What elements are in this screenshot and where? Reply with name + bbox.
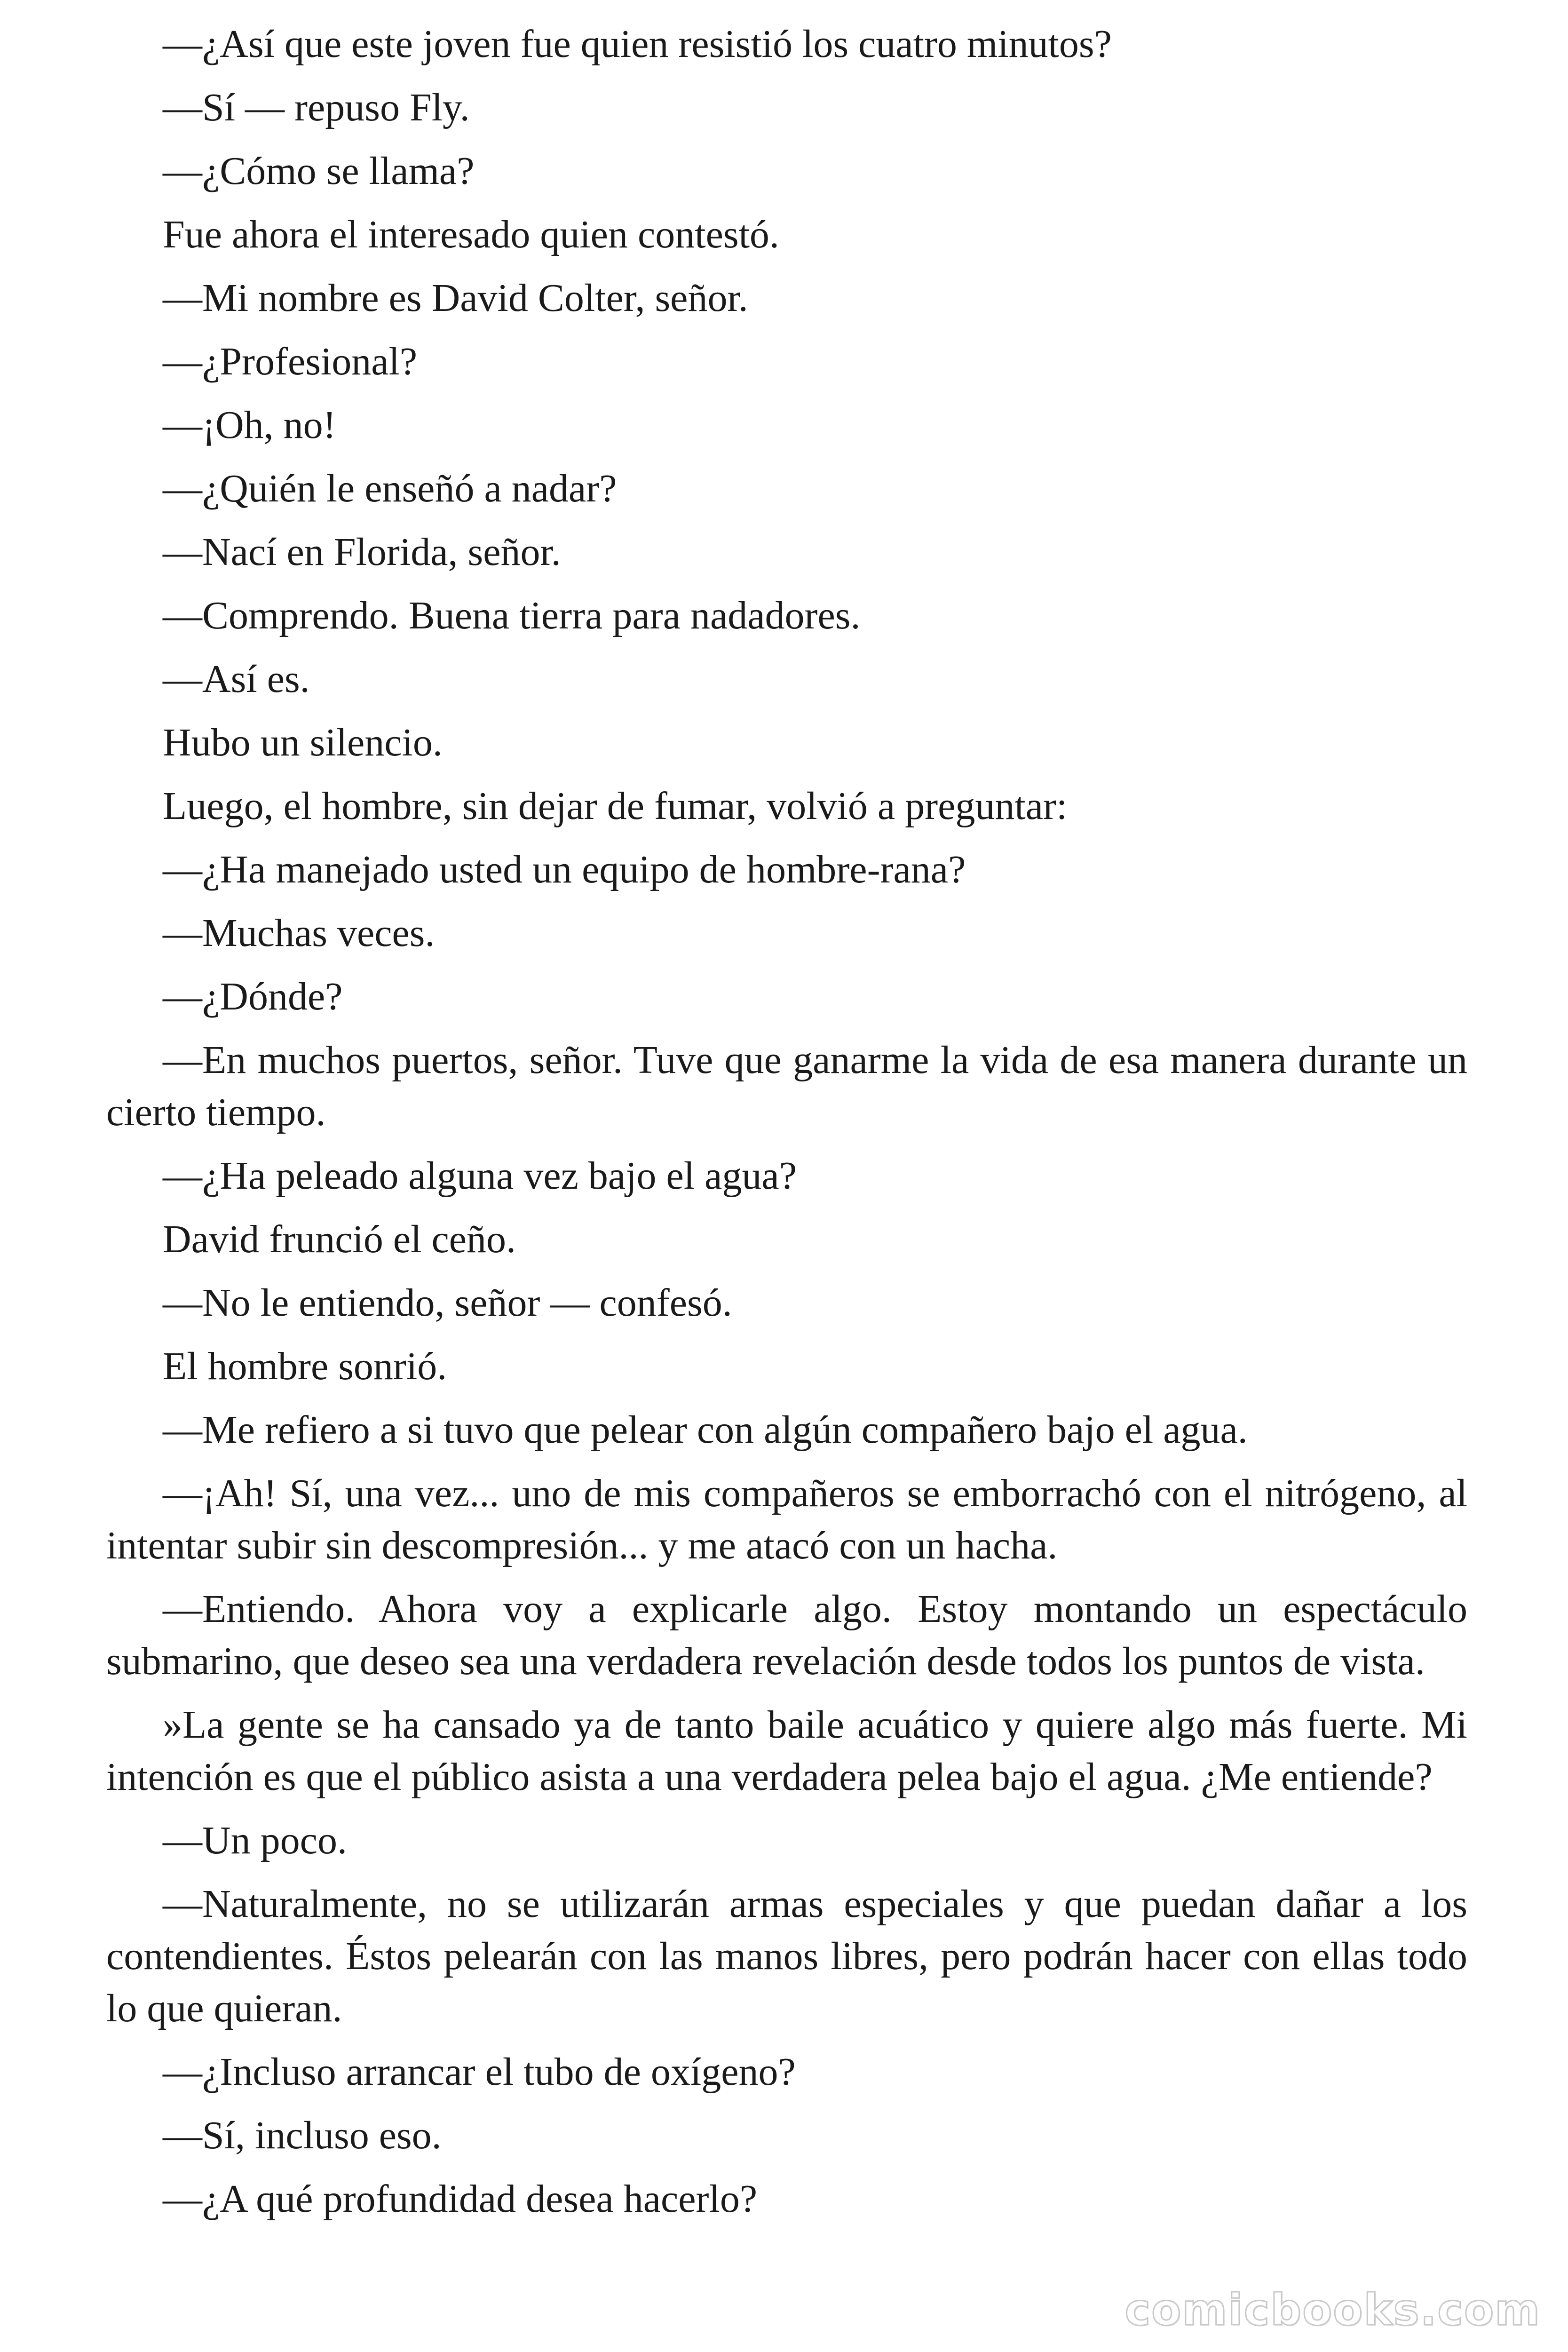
paragraph-14: —¿Ha manejado usted un equipo de hombre-rana? bbox=[163, 848, 966, 891]
paragraph-29: —Sí, incluso eso. bbox=[163, 2114, 442, 2157]
paragraph-1: —¿Así que este joven fue quien resistió los cuatro minutos? bbox=[163, 22, 1112, 66]
paragraph-3: —¿Cómo se llama? bbox=[163, 149, 475, 193]
paragraph-11: —Así es. bbox=[163, 657, 310, 701]
paragraph-22: —Me refiero a si tuvo que pelear con algún compañero bajo el agua. bbox=[163, 1408, 1248, 1452]
paragraph-10: —Comprendo. Buena tierra para nadadores. bbox=[163, 594, 861, 637]
paragraph-28: —¿Incluso arrancar el tubo de oxígeno? bbox=[163, 2050, 796, 2094]
paragraph-27: —Naturalmente, no se utilizarán armas especiales y que puedan dañar a los contendientes. Éstos pelearán con las manos libres, pero podrán hacer con ellas todo lo que quieran. bbox=[106, 1882, 1467, 2030]
paragraph-19: David frunció el ceño. bbox=[163, 1217, 516, 1261]
paragraph-26: —Un poco. bbox=[163, 1819, 347, 1862]
paragraph-2: —Sí — repuso Fly. bbox=[163, 86, 470, 129]
paragraph-15: —Muchas veces. bbox=[163, 911, 435, 955]
paragraph-7: —¡Oh, no! bbox=[163, 403, 336, 447]
paragraph-8: —¿Quién le enseñó a nadar? bbox=[163, 467, 617, 510]
paragraph-13: Luego, el hombre, sin dejar de fumar, volvió a preguntar: bbox=[163, 784, 1068, 828]
paragraph-16: —¿Dónde? bbox=[163, 975, 343, 1018]
paragraph-5: —Mi nombre es David Colter, señor. bbox=[163, 276, 748, 320]
body-text bbox=[106, 18, 1467, 2236]
watermark-logo: comicbooks.com bbox=[1125, 2285, 1541, 2335]
paragraph-24: —Entiendo. Ahora voy a explicarle algo. Estoy montando un espectáculo submarino, que deseo sea una verdadera revelación desde todos los puntos de vista. bbox=[106, 1587, 1467, 1683]
paragraph-12: Hubo un silencio. bbox=[163, 721, 443, 764]
paragraph-9: —Nací en Florida, señor. bbox=[163, 530, 561, 574]
paragraph-21: El hombre sonrió. bbox=[163, 1344, 447, 1388]
paragraph-6: —¿Profesional? bbox=[163, 340, 418, 383]
paragraph-30: —¿A qué profundidad desea hacerlo? bbox=[163, 2177, 758, 2221]
paragraph-20: —No le entiendo, señor — confesó. bbox=[163, 1281, 732, 1325]
paragraph-17: —En muchos puertos, señor. Tuve que ganarme la vida de esa manera durante un cierto tiempo. bbox=[106, 1038, 1467, 1134]
paragraph-25: »La gente se ha cansado ya de tanto baile acuático y quiere algo más fuerte. Mi intención es que el público asista a una verdadera pelea bajo el agua. ¿Me entiende? bbox=[106, 1703, 1467, 1799]
paragraph-23: —¡Ah! Sí, una vez... uno de mis compañeros se emborrachó con el nitrógeno, al intentar subir sin descompresión... y me atacó con un hacha. bbox=[106, 1471, 1467, 1567]
paragraph-4: Fue ahora el interesado quien contestó. bbox=[163, 213, 779, 256]
paragraph-18: —¿Ha peleado alguna vez bajo el agua? bbox=[163, 1154, 797, 1198]
